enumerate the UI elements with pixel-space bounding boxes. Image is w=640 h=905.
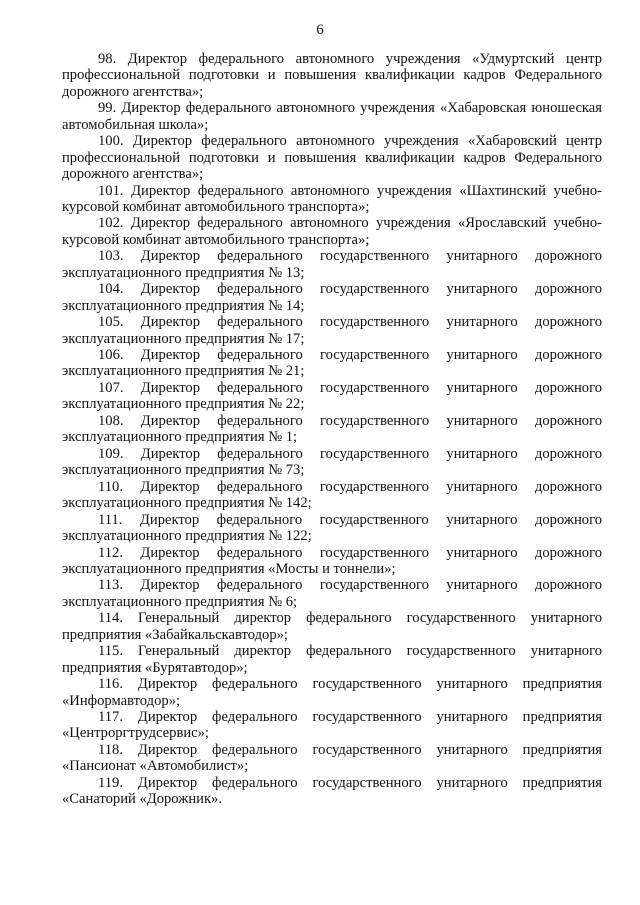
list-item-105: 105. Директор федерального государственного унитарного дорожного эксплуатационного предприятия № 17; — [62, 314, 602, 347]
list-item-108: 108. Директор федерального государственного унитарного дорожного эксплуатационного предприятия № 1; — [62, 412, 602, 446]
list-item-101: 101. Директор федерального автономного учреждения «Шахтинский учебно-курсовой комбинат автомобильного транспорта»; — [62, 182, 602, 215]
list-item-98: 98. Директор федерального автономного учреждения «Удмуртский центр профессиональной подготовки и повышения квалификации кадров Федерального дорожного агентства»; — [62, 51, 602, 100]
list-item-110: 110. Директор федерального государственного унитарного дорожного эксплуатационного предприятия № 142; — [62, 478, 602, 512]
list-item-109: 109. Директор федерального государственного унитарного дорожного эксплуатационного предприятия № 73; — [62, 445, 602, 479]
list-item-114: 114. Генеральный директор федерального государственного унитарного предприятия «Забайкальскавтодор»; — [62, 610, 602, 643]
list-item-106: 106. Директор федерального государственного унитарного дорожного эксплуатационного предприятия № 21; — [62, 347, 602, 380]
list-item-117: 117. Директор федерального государственного унитарного предприятия «Центроргтрудсервис»; — [62, 709, 602, 742]
list-item-115: 115. Генеральный директор федерального государственного унитарного предприятия «Бурятавтодор»; — [62, 643, 602, 676]
list-item-112: 112. Директор федерального государственного унитарного дорожного эксплуатационного предприятия «Мосты и тоннели»; — [62, 544, 602, 577]
list-item-113: 113. Директор федерального государственного унитарного дорожного эксплуатационного предприятия № 6; — [62, 577, 602, 610]
list-item-103: 103. Директор федерального государственного унитарного дорожного эксплуатационного предприятия № 13; — [62, 248, 602, 281]
page-number: 6 — [316, 22, 324, 38]
document-body — [62, 51, 602, 808]
list-item-102: 102. Директор федерального автономного учреждения «Ярославский учебно-курсовой комбинат автомобильного транспорта»; — [62, 215, 602, 248]
list-item-116: 116. Директор федерального государственного унитарного предприятия «Информавтодор»; — [62, 676, 602, 709]
list-item-107: 107. Директор федерального государственного унитарного дорожного эксплуатационного предприятия № 22; — [62, 379, 602, 413]
list-item-119: 119. Директор федерального государственного унитарного предприятия «Санаторий «Дорожник». — [62, 774, 602, 808]
list-item-99: 99. Директор федерального автономного учреждения «Хабаровская юношеская автомобильная школа»; — [62, 100, 602, 133]
list-item-104: 104. Директор федерального государственного унитарного дорожного эксплуатационного предприятия № 14; — [62, 281, 602, 314]
list-item-118: 118. Директор федерального государственного унитарного предприятия «Пансионат «Автомобилист»; — [62, 741, 602, 775]
list-item-100: 100. Директор федерального автономного учреждения «Хабаровский центр профессиональной подготовки и повышения квалификации кадров Федерального дорожного агентства»; — [62, 133, 602, 183]
list-item-111: 111. Директор федерального государственного унитарного дорожного эксплуатационного предприятия № 122; — [62, 511, 602, 544]
